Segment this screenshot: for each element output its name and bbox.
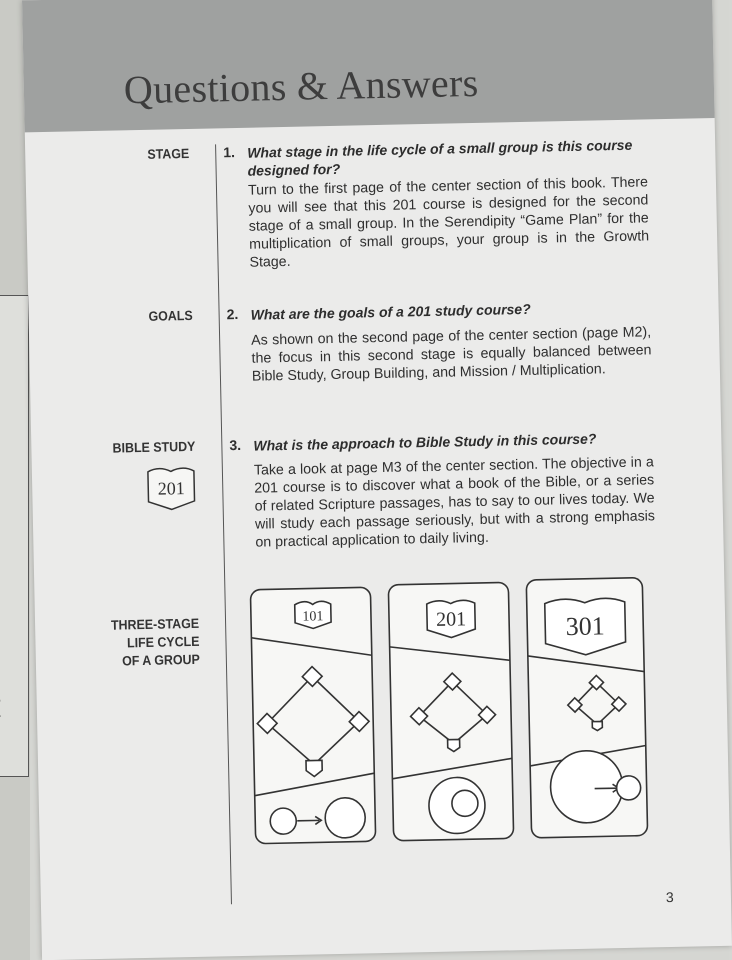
section-label-stage: STAGE <box>147 145 190 162</box>
badge-number: 201 <box>157 478 185 499</box>
adjacent-page-text <box>0 710 1 722</box>
question-text: What stage in the life cycle of a small group is this course designed for? <box>247 136 633 179</box>
bible-study-201-badge <box>145 465 198 512</box>
lifecycle-diagram <box>246 577 651 847</box>
answer-text: As shown on the second page of the center section (page M2), the focus in this second stage is equally balanced between Bible Study, Group Building, and Mission / Multiplication. <box>251 324 652 385</box>
question-number: 2. <box>226 305 239 323</box>
section-label-bible-study: BIBLE STUDY <box>112 438 196 456</box>
question-number: 1. <box>223 143 236 161</box>
column-divider <box>215 144 232 904</box>
adjacent-page-text <box>0 692 1 704</box>
lifecycle-label-line: THREE-STAGE <box>110 615 200 633</box>
section-label-goals: GOALS <box>148 307 193 324</box>
question-text: What is the approach to Bible Study in this course? <box>253 430 597 454</box>
badge-101-number: 101 <box>302 609 324 625</box>
badge-301-number: 301 <box>565 611 606 642</box>
page-title: Questions & Answers <box>123 59 479 113</box>
question-text: What are the goals of a 201 study course? <box>250 300 531 323</box>
lifecycle-label-line: LIFE CYCLE <box>126 633 200 651</box>
lifecycle-panel-101 <box>250 587 375 843</box>
question-number: 3. <box>229 436 242 454</box>
page-number: 3 <box>665 888 674 906</box>
answer-text: Turn to the first page of the center section of this book. There you will see that this 201 course is designed for the second stage of a small group. In the Serendipity “Game Plan” for the multiplication of small groups, your group is in the Growth Stage. <box>247 174 650 271</box>
lifecycle-label-line: OF A GROUP <box>121 651 200 669</box>
book-page <box>22 0 732 960</box>
answer-text: Take a look at page M3 of the center section. The objective in a 201 course is to discover what a book of the Bible, or a series of related Scripture passages, has to say to our lives today. We will study each passage seriously, but with a strong emphasis on practical application to daily living. <box>253 454 656 551</box>
adjacent-page-box <box>0 295 29 777</box>
badge-201-number: 201 <box>435 608 467 631</box>
